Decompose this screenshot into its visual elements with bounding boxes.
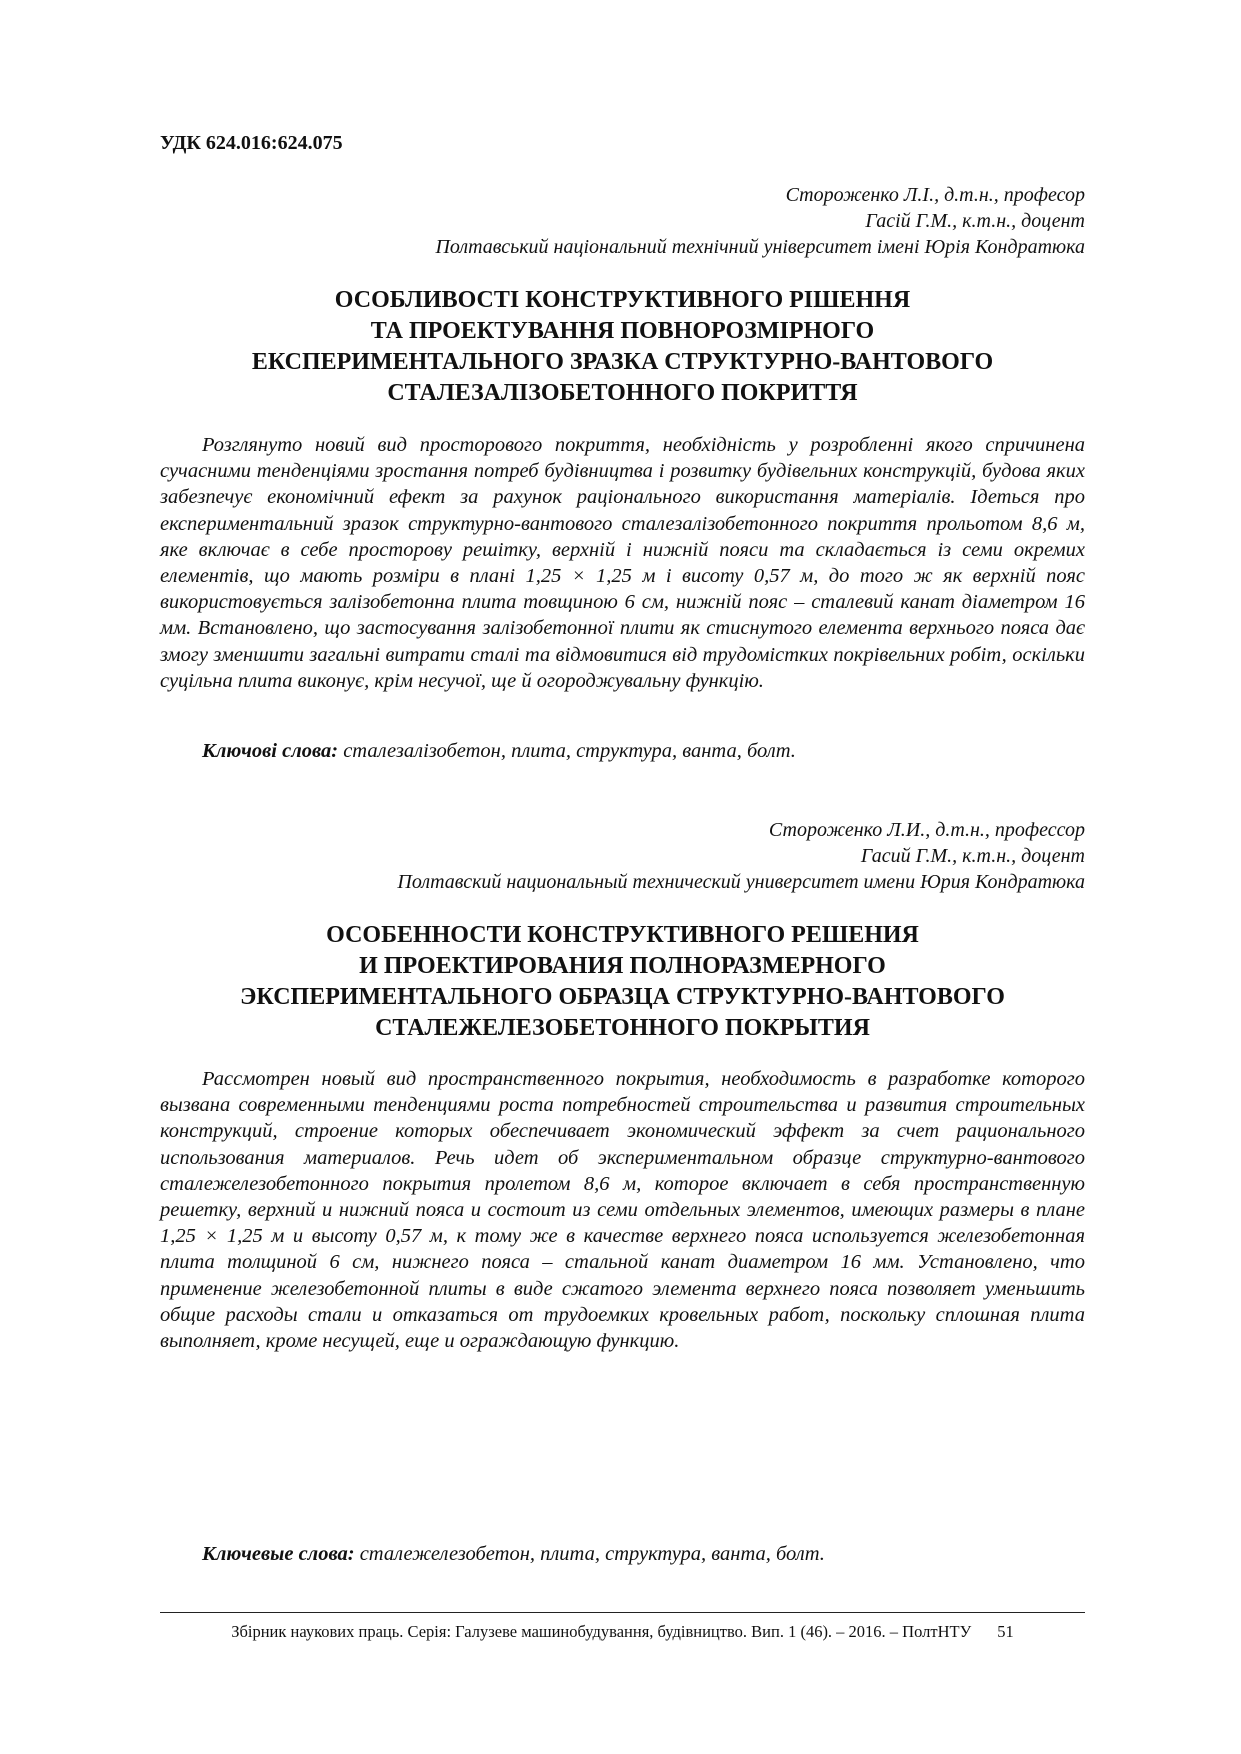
ru-keywords (160, 1543, 1085, 1566)
title-line: ЭКСПЕРИМЕНТАЛЬНОГО ОБРАЗЦА СТРУКТУРНО-ВАНТОВОГО (240, 984, 1005, 1010)
title-line: ЕКСПЕРИМЕНТАЛЬНОГО ЗРАЗКА СТРУКТУРНО-ВАНТОВОГО (251, 349, 994, 375)
keywords-text: сталежелезобетон, плита, структура, ванта, болт. (354, 1543, 825, 1565)
page-footer (160, 1622, 1085, 1642)
title-line: СТАЛЕЗАЛІЗОБЕТОННОГО ПОКРИТТЯ (387, 380, 858, 406)
ua-keywords (160, 740, 1085, 763)
title-line: И ПРОЕКТИРОВАНИЯ ПОЛНОРАЗМЕРНОГО (359, 953, 886, 979)
ua-title (160, 285, 1085, 409)
ru-abstract: Рассмотрен новый вид пространственного покрытия, необходимость в разработке которого вызвана современными тенденциями роста потребностей строительства и развития строительных конструкций, строение которых обеспечивает экономический эффект за счет рационального использования материалов. Речь идет об экспериментальном образце структурно-вантового сталежелезобетонного покрытия пролетом 8,6 м, которое включает в себя пространственную решетку, верхний и нижний пояса и состоит из семи отдельных элементов, имеющих размеры в плане 1,25 × 1,25 м и высоту 0,57 м, к тому же в качестве верхнего пояса используется железобетонная плита толщиной 6 см, нижнего пояса – стальной канат диаметром 16 мм. Установлено, что применение железобетонной плиты в виде сжатого элемента верхнего пояса позволяет уменьшить общие расходы стали и отказаться от трудоемких кровельных работ, поскольку сплошная плита выполняет, кроме несущей, еще и ограждающую функцию. (160, 1068, 1085, 1353)
title-line: ОСОБЕННОСТИ КОНСТРУКТИВНОГО РЕШЕНИЯ (326, 922, 919, 948)
author-line: Стороженко Л.І., д.т.н., професор (785, 184, 1085, 206)
title-line: СТАЛЕЖЕЛЕЗОБЕТОННОГО ПОКРЫТИЯ (375, 1015, 870, 1041)
author-line: Стороженко Л.И., д.т.н., профессор (768, 819, 1085, 841)
title-line: ОСОБЛИВОСТІ КОНСТРУКТИВНОГО РІШЕННЯ (334, 287, 911, 313)
ua-abstract: Розглянуто новий вид просторового покриття, необхідність у розробленні якого спричинена сучасними тенденціями зростання потреб будівництва і розвитку будівельних конструкцій, будова яких забезпечує економічний ефект за рахунок раціонального використання матеріалів. Ідеться про експериментальний зразок структурно-вантового сталезалізобетонного покриття прольотом 8,6 м, яке включає в себе просторову решітку, верхній і нижній пояси та складається із семи окремих елементів, що мають розміри в плані 1,25 × 1,25 м і висоту 0,57 м, до того ж як верхній пояс використовується залізобетонна плита товщиною 6 см, нижній пояс – сталевий канат діаметром 16 мм. Встановлено, що застосування залізобетонної плити як стиснутого елемента верхнього пояса дає змогу зменшити загальні витрати сталі та відмовитися від трудомістких покрівельних робіт, оскільки суцільна плита виконує, крім несучої, ще й огороджувальну функцію. (160, 434, 1085, 692)
footer-rule (160, 1612, 1085, 1613)
keywords-text: сталезалізобетон, плита, структура, ванта, болт. (338, 740, 796, 762)
page-number: 51 (997, 1622, 1014, 1641)
author-line: Гасий Г.М., к.т.н., доцент (860, 845, 1085, 867)
keywords-label: Ключові слова: (202, 740, 339, 762)
title-line: ТА ПРОЕКТУВАННЯ ПОВНОРОЗМІРНОГО (370, 318, 875, 344)
keywords-label: Ключевые слова: (202, 1543, 355, 1565)
ru-title (160, 920, 1085, 1044)
ua-authors (160, 182, 1085, 260)
affiliation: Полтавский национальный технический университет имени Юрия Кондратюка (397, 871, 1085, 893)
ru-authors (160, 817, 1085, 895)
footer-citation: Збірник наукових праць. Серія: Галузеве машинобудування, будівництво. Вип. 1 (46). – 2016. – ПолтНТУ (231, 1622, 972, 1641)
udk-code: УДК 624.016:624.075 (160, 132, 343, 154)
affiliation: Полтавський національний технічний університет імені Юрія Кондратюка (435, 236, 1085, 258)
author-line: Гасій Г.М., к.т.н., доцент (865, 210, 1085, 232)
